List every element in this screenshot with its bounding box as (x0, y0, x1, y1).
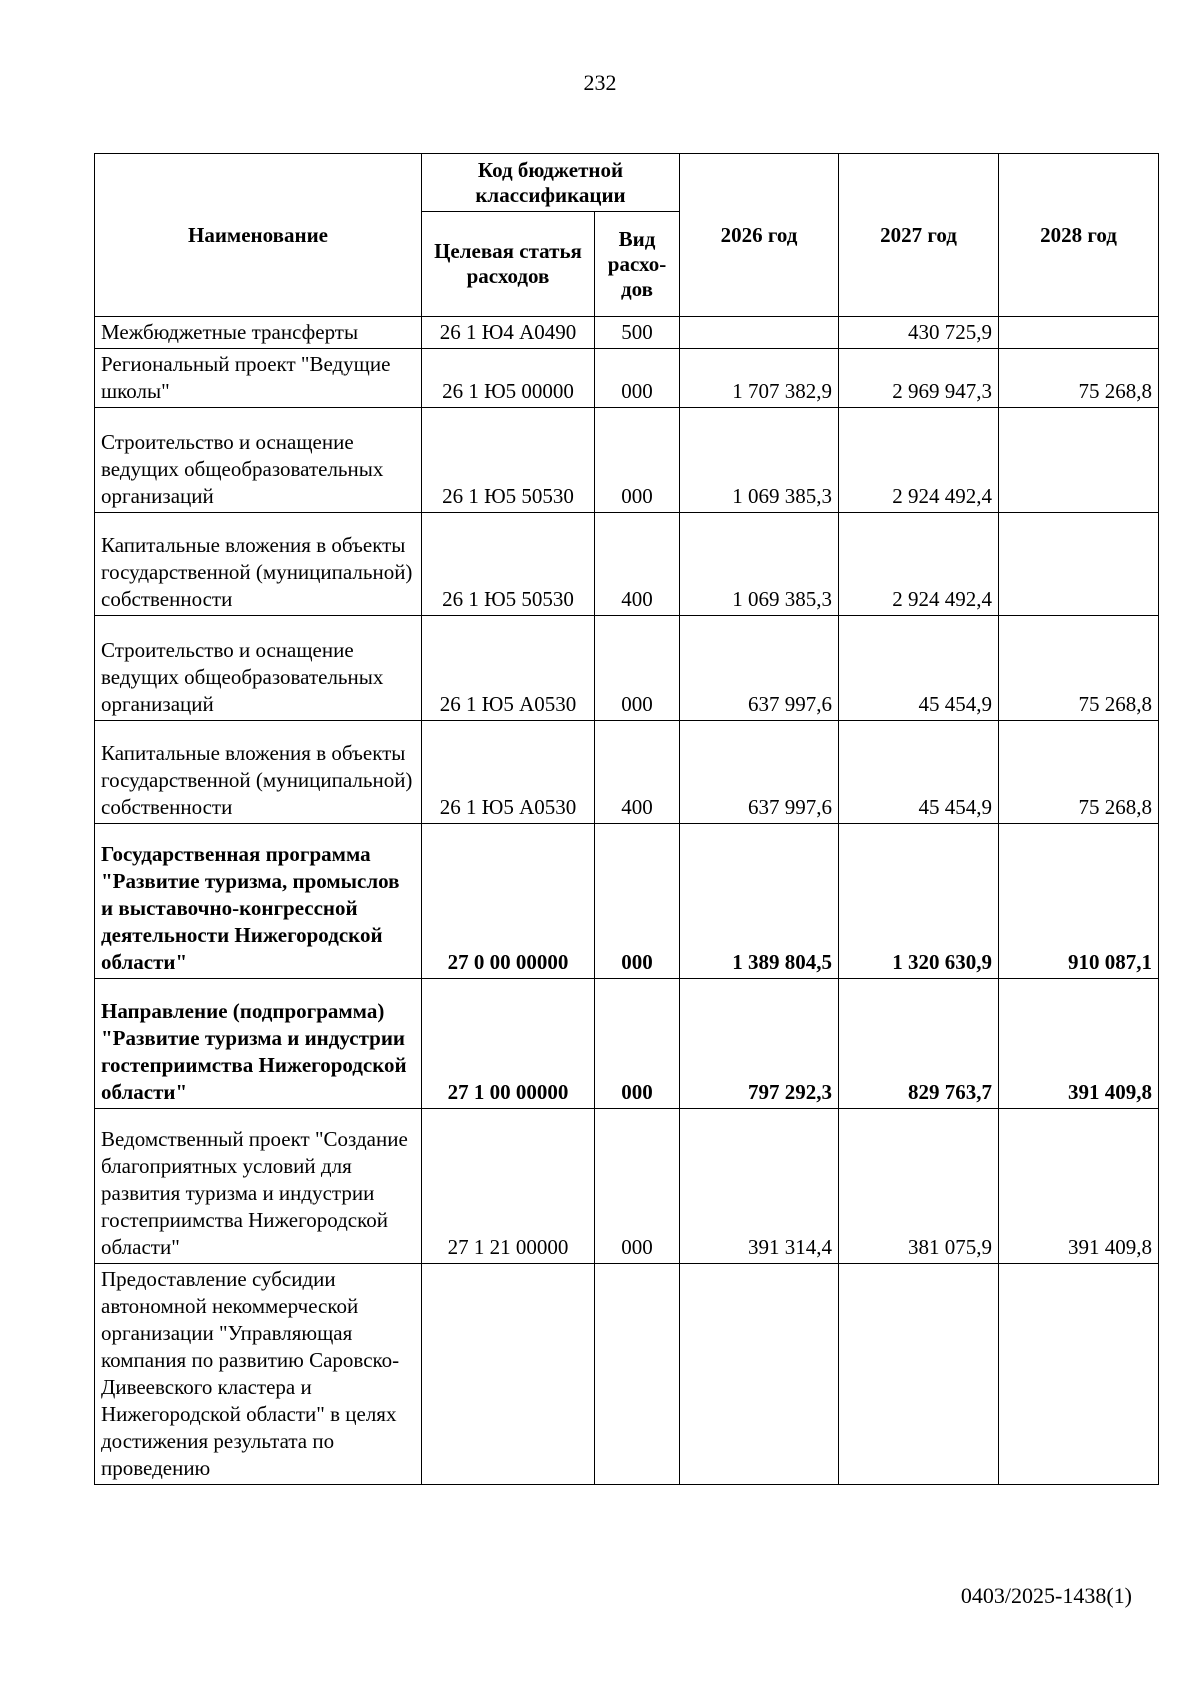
row-value-2026 (680, 317, 839, 349)
header-year-2028: 2028 год (999, 154, 1159, 317)
row-value-2027: 2 924 492,4 (839, 408, 999, 513)
row-value-2028 (999, 513, 1159, 616)
row-value-2026: 1 069 385,3 (680, 513, 839, 616)
row-name: Предоставление субсидии автономной некоммерческой организации "Управляющая компания по развитию Саровско-Дивеевского кластера и Нижегородской области" в целях достижения результата по проведению (95, 1264, 422, 1485)
row-expense-type: 500 (595, 317, 680, 349)
row-target-article: 26 1 Ю5 А0530 (422, 616, 595, 721)
row-value-2026: 1 707 382,9 (680, 349, 839, 408)
table-row (95, 513, 1159, 616)
table-row (95, 1264, 1159, 1485)
row-value-2027 (839, 1264, 999, 1485)
header-name: Наименование (95, 154, 422, 317)
row-name: Капитальные вложения в объекты государственной (муниципальной) собственности (95, 513, 422, 616)
row-target-article: 27 1 21 00000 (422, 1109, 595, 1264)
row-value-2028 (999, 408, 1159, 513)
table-row (95, 616, 1159, 721)
row-expense-type: 000 (595, 824, 680, 979)
row-target-article: 27 1 00 00000 (422, 979, 595, 1109)
row-name: Строительство и оснащение ведущих общеобразовательных организаций (95, 408, 422, 513)
row-name: Государственная программа "Развитие туризма, промыслов и выставочно-конгрессной деятельности Нижегородской области" (95, 824, 422, 979)
row-value-2027: 2 924 492,4 (839, 513, 999, 616)
row-value-2028: 75 268,8 (999, 349, 1159, 408)
row-expense-type: 000 (595, 349, 680, 408)
row-value-2028: 391 409,8 (999, 1109, 1159, 1264)
row-expense-type: 400 (595, 513, 680, 616)
row-name: Капитальные вложения в объекты государственной (муниципальной) собственности (95, 721, 422, 824)
row-value-2027: 430 725,9 (839, 317, 999, 349)
row-target-article: 27 0 00 00000 (422, 824, 595, 979)
row-value-2028 (999, 317, 1159, 349)
row-name: Межбюджетные трансферты (95, 317, 422, 349)
row-value-2028: 391 409,8 (999, 979, 1159, 1109)
table-body (95, 317, 1159, 1485)
header-target-article: Целевая статья расходов (422, 212, 595, 317)
row-expense-type: 000 (595, 1109, 680, 1264)
table-row (95, 721, 1159, 824)
table-row (95, 408, 1159, 513)
row-value-2027: 381 075,9 (839, 1109, 999, 1264)
row-target-article: 26 1 Ю5 00000 (422, 349, 595, 408)
row-value-2026 (680, 1264, 839, 1485)
row-value-2026: 797 292,3 (680, 979, 839, 1109)
table-row (95, 317, 1159, 349)
table-row (95, 1109, 1159, 1264)
table-row (95, 824, 1159, 979)
row-value-2027: 1 320 630,9 (839, 824, 999, 979)
row-value-2028 (999, 1264, 1159, 1485)
header-year-2027: 2027 год (839, 154, 999, 317)
row-value-2026: 637 997,6 (680, 616, 839, 721)
row-name: Региональный проект "Ведущие школы" (95, 349, 422, 408)
row-value-2026: 637 997,6 (680, 721, 839, 824)
row-name: Направление (подпрограмма) "Развитие туризма и индустрии гостеприимства Нижегородской области" (95, 979, 422, 1109)
row-target-article: 26 1 Ю5 А0530 (422, 721, 595, 824)
table-row (95, 349, 1159, 408)
document-number: 0403/2025-1438(1) (960, 1583, 1132, 1608)
row-value-2028: 75 268,8 (999, 616, 1159, 721)
row-value-2026: 1 069 385,3 (680, 408, 839, 513)
row-value-2027: 829 763,7 (839, 979, 999, 1109)
row-target-article: 26 1 Ю5 50530 (422, 513, 595, 616)
header-expense-type: Вид расхо-дов (595, 212, 680, 317)
row-value-2027: 45 454,9 (839, 721, 999, 824)
table-row (95, 979, 1159, 1109)
row-expense-type (595, 1264, 680, 1485)
row-value-2026: 1 389 804,5 (680, 824, 839, 979)
header-year-2026: 2026 год (680, 154, 839, 317)
row-expense-type: 000 (595, 616, 680, 721)
row-name: Ведомственный проект "Создание благоприятных условий для развития туризма и индустрии гостеприимства Нижегородской области" (95, 1109, 422, 1264)
budget-table (94, 153, 1159, 1485)
row-value-2028: 910 087,1 (999, 824, 1159, 979)
row-expense-type: 400 (595, 721, 680, 824)
row-target-article (422, 1264, 595, 1485)
row-value-2027: 2 969 947,3 (839, 349, 999, 408)
row-value-2026: 391 314,4 (680, 1109, 839, 1264)
row-value-2027: 45 454,9 (839, 616, 999, 721)
row-target-article: 26 1 Ю4 А0490 (422, 317, 595, 349)
row-value-2028: 75 268,8 (999, 721, 1159, 824)
row-target-article: 26 1 Ю5 50530 (422, 408, 595, 513)
header-code-group: Код бюджетной классификации (422, 154, 680, 212)
row-expense-type: 000 (595, 979, 680, 1109)
row-expense-type: 000 (595, 408, 680, 513)
page-number: 232 (583, 70, 617, 95)
row-name: Строительство и оснащение ведущих общеобразовательных организаций (95, 616, 422, 721)
